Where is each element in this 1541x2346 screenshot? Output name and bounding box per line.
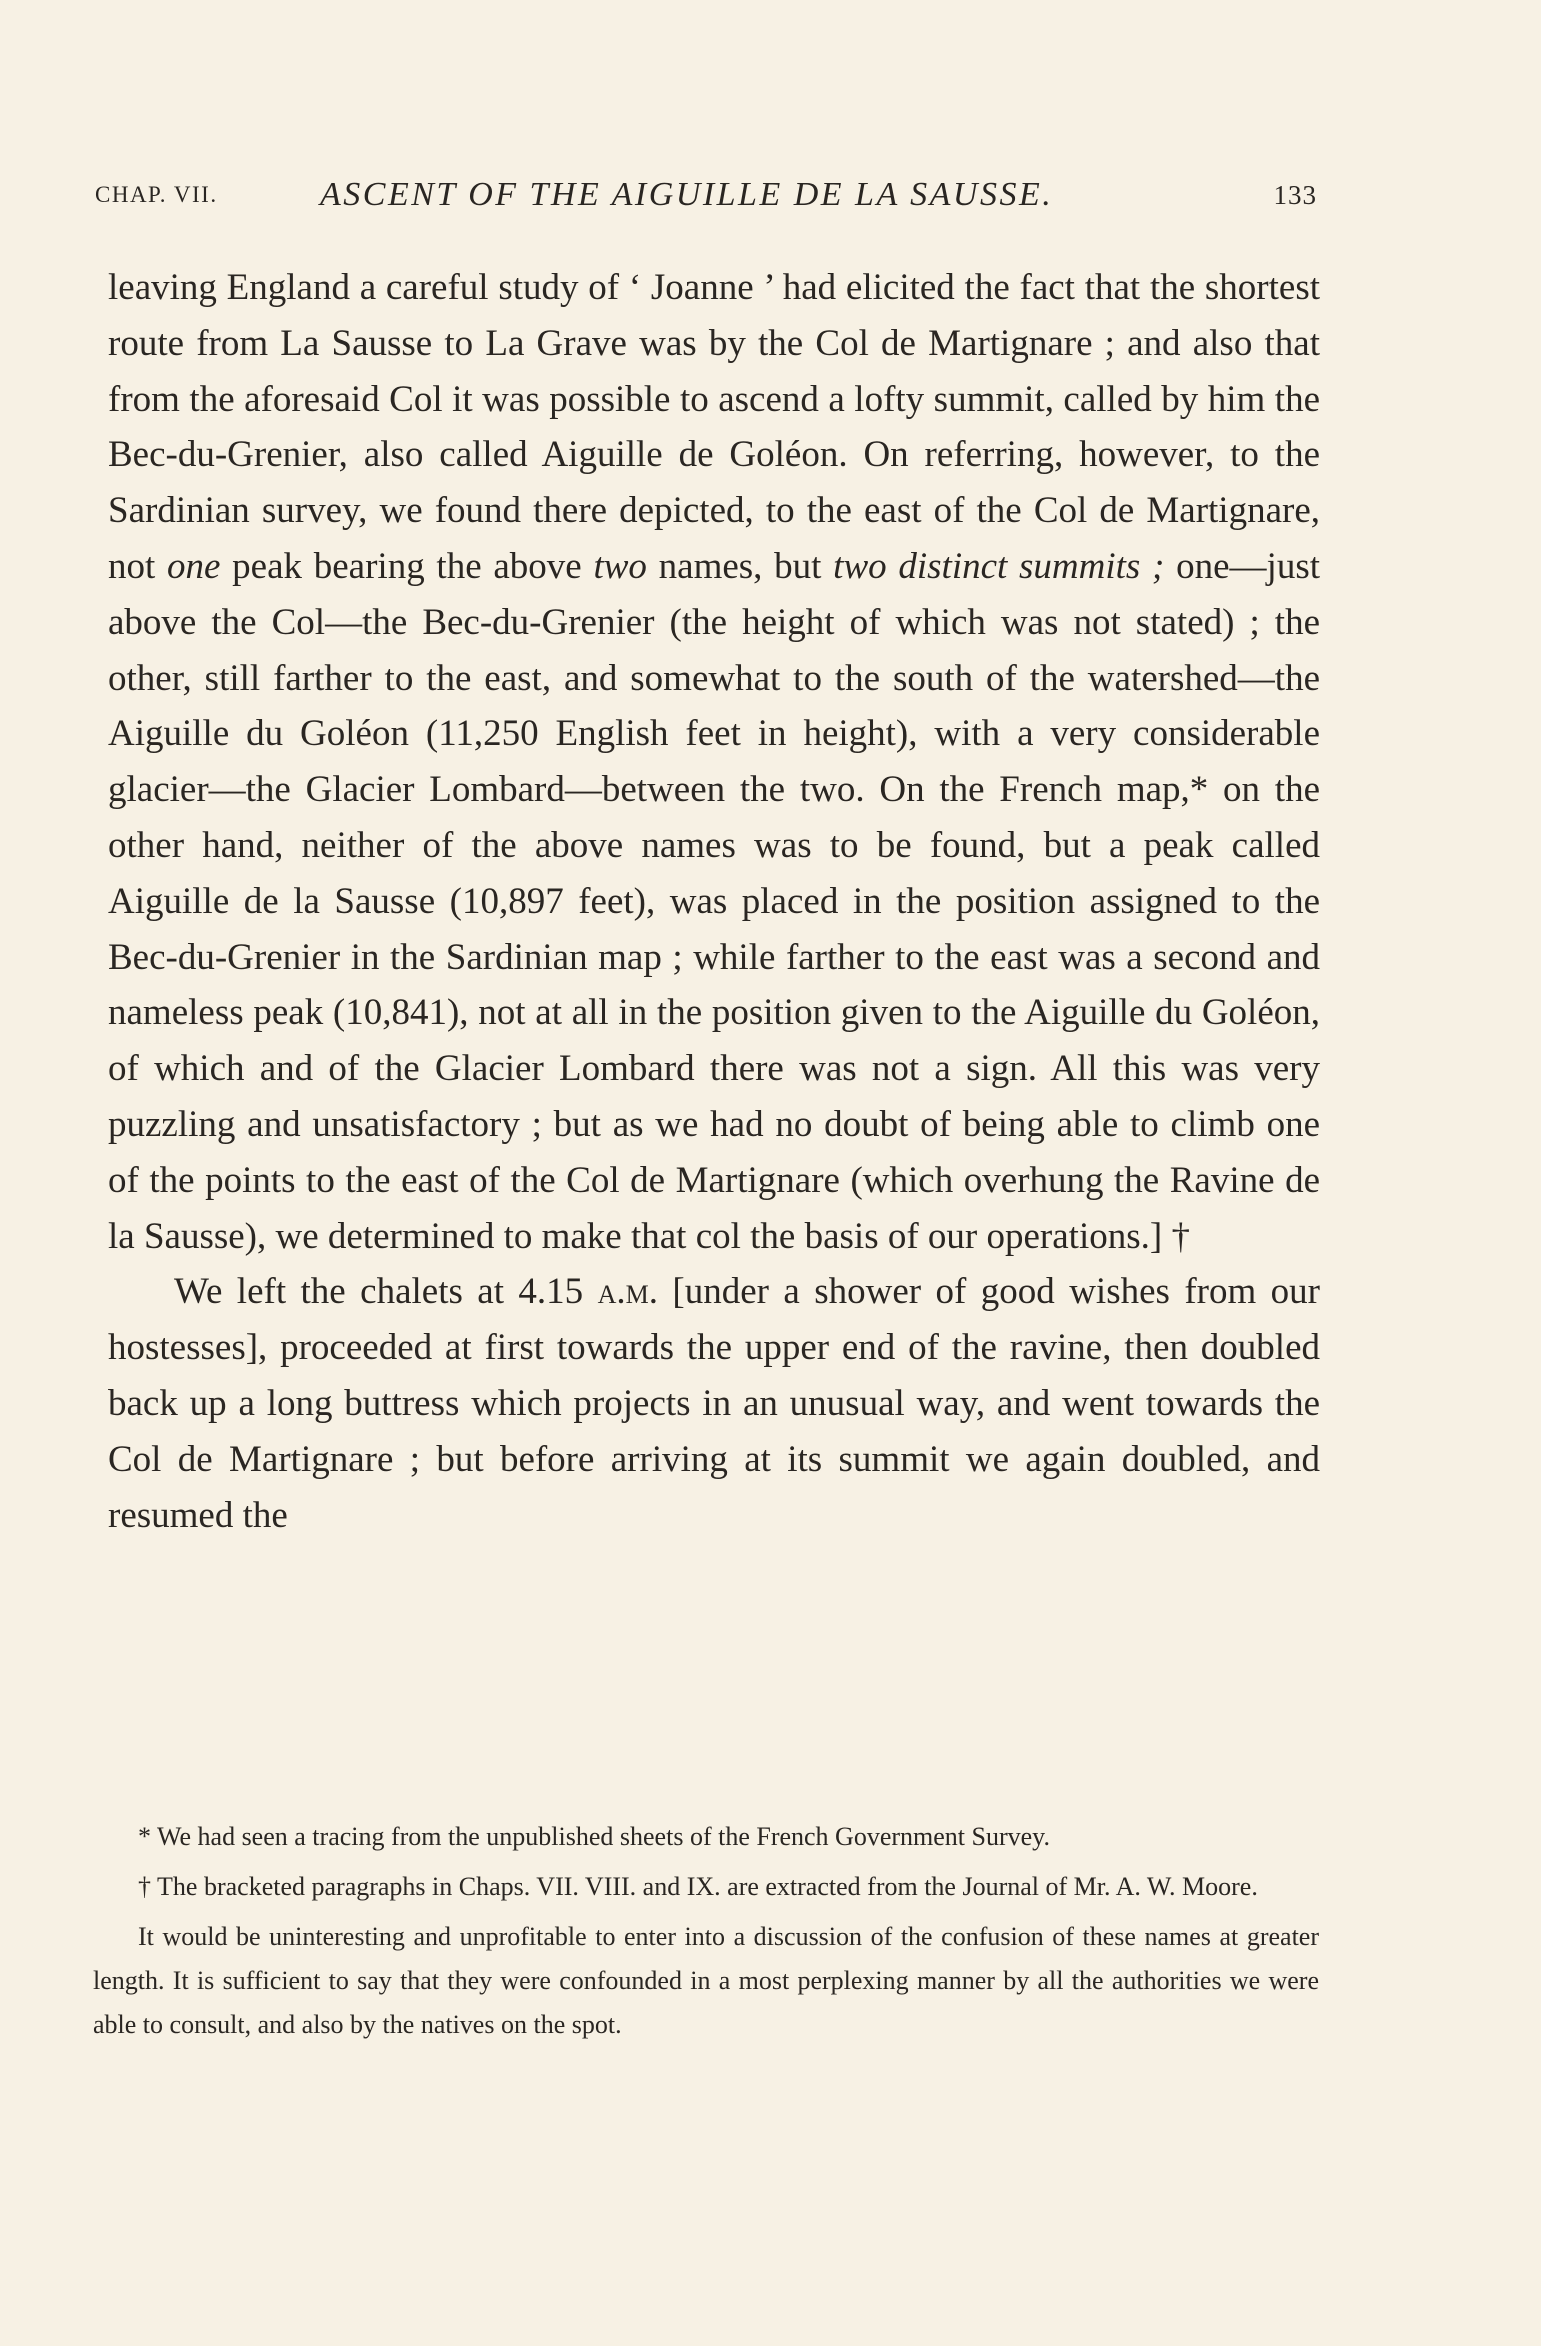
main-text bbox=[108, 260, 1320, 1543]
running-title: ASCENT OF THE AIGUILLE DE LA SAUSSE. bbox=[320, 176, 1054, 213]
running-head bbox=[95, 176, 1317, 220]
footnote-government-survey: * We had seen a tracing from the unpublished sheets of the French Government Survey. bbox=[138, 1822, 1050, 1851]
page-number: 133 bbox=[1273, 180, 1317, 210]
chapter-label: CHAP. VII. bbox=[95, 182, 218, 207]
footnote-name-confusion: It would be uninteresting and unprofitable to enter into a discussion of the confusion of these names at greater length. It is sufficient to say that they were confounded in a most perplexing manner by all the authorities we were able to consult, and also by the natives on the spot. bbox=[93, 1922, 1319, 2039]
paragraph-1: leaving England a careful study of ‘ Joanne ’ had elicited the fact that the shortest route from La Sausse to La Grave was by the Col de Martignare ; and also that from the aforesaid Col it was possible to ascend a lofty summit, called by him the Bec-du-Grenier, also called Aiguille de Goléon. On referring, however, to the Sardinian survey, we found there depicted, to the east of the Col de Martignare, not one peak bearing the above two names, but two distinct summits ; one—just above the Col—the Bec-du-Grenier (the height of which was not stated) ; the other, still farther to the east, and somewhat to the south of the watershed—the Aiguille du Goléon (11,250 English feet in height), with a very considerable glacier—the Glacier Lombard—between the two. On the French map,* on the other hand, neither of the above names was to be found, but a peak called Aiguille de la Sausse (10,897 feet), was placed in the position assigned to the Bec-du-Grenier in the Sardinian map ; while farther to the east was a second and nameless peak (10,841), not at all in the position given to the Aiguille du Goléon, of which and of the Glacier Lombard there was not a sign. All this was very puzzling and unsatisfactory ; but as we had no doubt of being able to climb one of the points to the east of the Col de Martignare (which overhung the Ravine de la Sausse), we determined to make that col the basis of our operations.] † bbox=[108, 267, 1321, 1257]
paragraph-2: We left the chalets at 4.15 a.m. [under a shower of good wishes from our hostesses], proceeded at first towards the upper end of the ravine, then doubled back up a long buttress which projects in an unusual way, and went towards the Col de Martignare ; but before arriving at its summit we again doubled, and resumed the bbox=[108, 1271, 1320, 1536]
footnotes bbox=[93, 1815, 1319, 2053]
footnote-bracketed-paragraphs: † The bracketed paragraphs in Chaps. VII. VIII. and IX. are extracted from the Journal of Mr. A. W. Moore. bbox=[138, 1872, 1258, 1901]
